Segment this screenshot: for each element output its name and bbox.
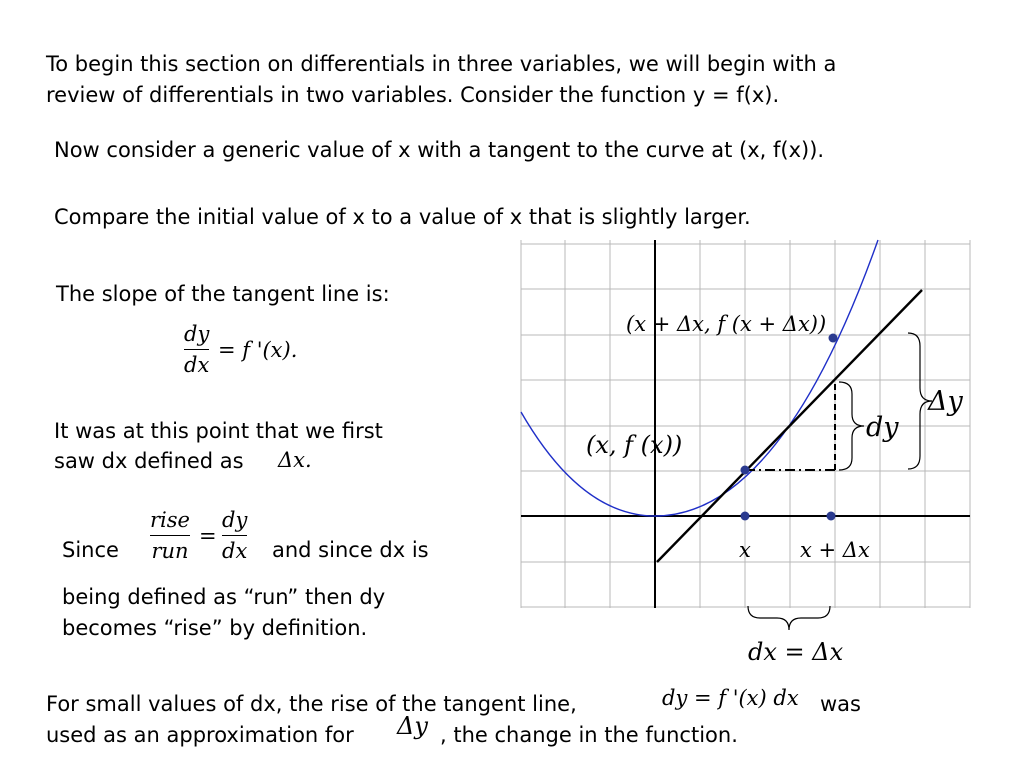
- slope-denominator: dx: [184, 353, 210, 377]
- x-point: [741, 512, 750, 521]
- x-plus-dx-label: x + Δx: [800, 538, 870, 562]
- dy-brace-label: dy: [866, 412, 899, 443]
- dx-brace: [748, 606, 830, 630]
- run-line-2: becomes “rise” by definition.: [62, 616, 368, 640]
- delta-y-inline: Δy: [397, 712, 428, 740]
- slope-rhs: = f '(x).: [218, 338, 298, 362]
- was-word: was: [820, 692, 861, 716]
- tangent-point: [741, 466, 750, 475]
- x-plus-dx-point: [827, 512, 836, 521]
- first-saw-line-2: saw dx defined as: [54, 449, 244, 473]
- intro-line-2: review of differentials in two variables. Consider the function y = f(x).: [46, 83, 780, 107]
- since-tail: and since dx is: [272, 538, 429, 562]
- compare-sentence: Compare the initial value of x to a value of x that is slightly larger.: [54, 205, 751, 229]
- point-label: (x, f (x)): [586, 431, 683, 459]
- run-label: run: [151, 539, 189, 563]
- curve-point-2: [829, 334, 838, 343]
- first-saw-line-1: It was at this point that we first: [54, 419, 383, 443]
- run-line-1: being defined as “run” then dy: [62, 585, 386, 609]
- equals-sign: =: [199, 524, 217, 548]
- slope-numerator: dy: [184, 322, 210, 346]
- small-values-tail: , the change in the function.: [440, 723, 738, 747]
- slope-sentence: The slope of the tangent line is:: [56, 282, 390, 306]
- dy-formula: dy = f '(x) dx: [662, 686, 799, 710]
- since-word: Since: [62, 538, 119, 562]
- small-values-line-1: For small values of dx, the rise of the tangent line,: [46, 692, 577, 716]
- delta-y-brace-label: Δy: [928, 386, 963, 417]
- small-values-line-2: used as an approximation for: [46, 723, 354, 747]
- tangent-sentence: Now consider a generic value of x with a tangent to the curve at (x, f(x)).: [54, 138, 825, 162]
- rise-label: rise: [150, 508, 190, 532]
- intro-line-1: To begin this section on differentials in three variables, we will begin with a: [46, 52, 837, 76]
- x-label: x: [739, 538, 751, 562]
- dy-label: dy: [222, 508, 248, 532]
- dx-label: dx: [222, 539, 248, 563]
- dx-equals-delta-x-label: dx = Δx: [748, 638, 844, 666]
- delta-x-inline: Δx.: [278, 448, 312, 472]
- point2-label: (x + Δx, f (x + Δx)): [626, 312, 827, 336]
